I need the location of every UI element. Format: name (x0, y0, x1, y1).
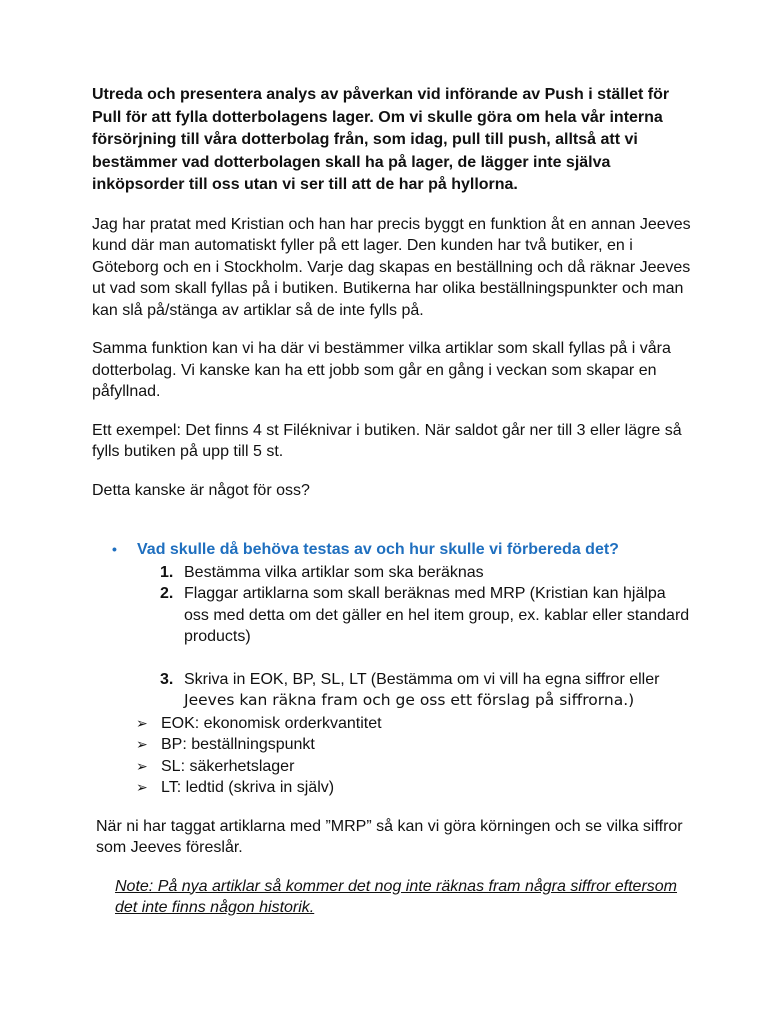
paragraph-exempel: Ett exempel: Det finns 4 st Filéknivar i butiken. När saldot går ner till 3 eller lägre så fylls butiken på upp till 5 st. (92, 421, 682, 460)
arrow-bullet-icon: ➢ (136, 757, 148, 774)
note-paragraph: Note: På nya artiklar så kommer det nog inte räknas fram några siffror eftersom det inte finns någon historik. (115, 877, 678, 916)
arrow-bullet-icon: ➢ (136, 736, 148, 752)
arrow-item-text: BP: beställningspunkt (161, 736, 315, 753)
numbered-item-1 (92, 562, 692, 584)
bullet-icon: • (112, 541, 117, 557)
arrow-bullet-icon: ➢ (136, 714, 148, 731)
numbered-text: Skriva in EOK, BP, SL, LT (Bestämma om vi vill ha egna siffror eller (184, 670, 660, 688)
arrow-item-eok (92, 713, 692, 735)
paragraph-question: Detta kanske är något för oss? (92, 481, 310, 499)
paragraph-mrp: När ni har taggat artiklarna med ”MRP” så kan vi göra körningen och se vilka siffror som Jeeves föreslår. (96, 817, 683, 856)
list-spacer (92, 648, 692, 669)
numbered-label: 1. (160, 563, 174, 581)
arrow-item-text: SL: säkerhetslager (161, 757, 295, 775)
document-body (92, 84, 692, 916)
numbered-item-2 (92, 583, 692, 648)
arrow-item-bp (92, 734, 692, 756)
paragraph-samma-funktion: Samma funktion kan vi ha där vi bestämmer vilka artiklar som skall fyllas på i våra dotterbolag. Vi kanske kan ha ett jobb som går en gång i veckan som skapar en påfyllnad. (92, 340, 671, 400)
numbered-text-continuation: Jeeves kan räkna fram och ge oss ett förslag på siffrorna.) (184, 691, 635, 709)
numbered-text: Bestämma vilka artiklar som ska beräknas (184, 563, 484, 581)
numbered-label: 2. (160, 585, 174, 602)
arrow-item-sl (92, 756, 692, 778)
arrow-item-text: EOK: ekonomisk orderkvantitet (161, 714, 382, 732)
arrow-list (92, 713, 692, 799)
test-preparation-section (92, 539, 692, 919)
paragraph-kristian: Jag har pratat med Kristian och han har precis byggt en funktion åt en annan Jeeves kund där man automatiskt fyller på ett lager. Den kunden har två butiker, en i Göteborg och en i Stockholm. Varje dag skapas en beställning och då räknar Jeeves ut vad som skall fyllas på i butiken. Butikerna har olika beställningspunkter och man kan slå på/stänga av artiklar så de inte fylls på. (92, 215, 691, 319)
numbered-list (92, 562, 692, 712)
bullet-text: Vad skulle då behöva testas av och hur skulle vi förbereda det? (137, 541, 619, 558)
arrow-item-text: LT: ledtid (skriva in själv) (161, 779, 335, 796)
bullet-item (92, 539, 692, 561)
task-heading: Utreda och presentera analys av påverkan vid införande av Push i stället för Pull för att fylla dotterbolagens lager. Om vi skulle göra om hela vår interna försörjning till våra dotterbolag från, som idag, pull till push, alltså att vi bestämmer vad dotterbolagen skall ha på lager, de lägger inte själva inköpsorder till oss utan vi ser till att de har på hyllorna. (92, 86, 670, 193)
arrow-bullet-icon: ➢ (136, 779, 148, 795)
arrow-item-lt (92, 777, 692, 799)
numbered-item-3 (92, 669, 692, 712)
numbered-text: Flaggar artiklarna som skall beräknas med MRP (Kristian kan hjälpa oss med detta om det gäller en hel item group, ex. kablar eller standard products) (184, 585, 690, 645)
numbered-label: 3. (160, 670, 174, 688)
